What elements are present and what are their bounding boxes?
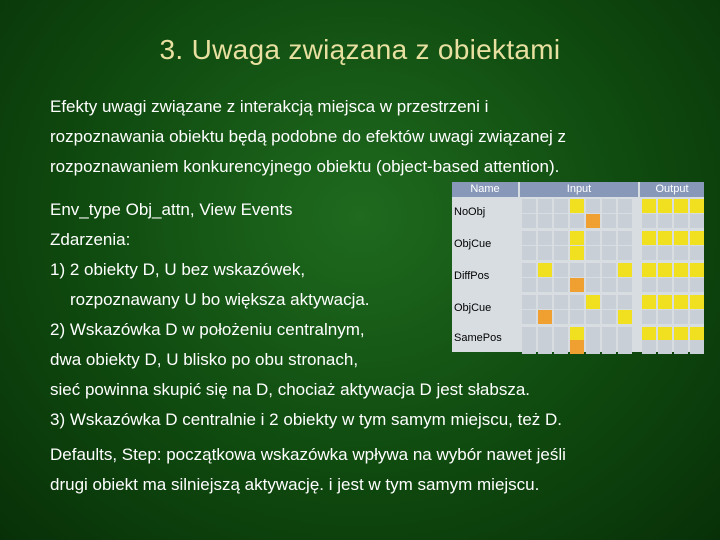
output-cell [642,214,656,228]
grid-cell [586,214,600,228]
output-cell [658,327,672,341]
output-cell [642,310,656,324]
header-input: Input [520,182,638,197]
grid-cell [602,263,616,277]
grid-cell [554,340,568,354]
paragraph-intro [50,92,566,182]
slide-title: 3. Uwaga związana z obiektami [159,34,561,65]
grid-cell [554,199,568,213]
grid-cell [618,340,632,354]
output-cell [690,231,704,245]
grid-cell [618,327,632,341]
grid-cell [538,231,552,245]
text-line: rozpoznawany U bo większa aktywacja. [70,290,370,309]
grid-cell [602,310,616,324]
output-cell [674,278,688,292]
output-cell [658,278,672,292]
output-cell [642,278,656,292]
text-line: rozpoznawaniem konkurencyjnego obiektu (object-based attention). [50,157,560,176]
grid-cell [570,246,584,260]
output-cell [642,199,656,213]
grid-cell [602,295,616,309]
grid-cell [538,327,552,341]
grid-cell [586,327,600,341]
grid-cell [618,278,632,292]
grid-cell [602,327,616,341]
output-cell [674,199,688,213]
text-line: 2) Wskazówka D w położeniu centralnym, [50,320,365,339]
grid-cell [522,199,536,213]
grid-cell [586,263,600,277]
grid-cell [554,278,568,292]
grid-cell [522,327,536,341]
text-line: dwa obiekty D, U blisko po obu stronach, [50,350,359,369]
output-cell [690,263,704,277]
text-line: Efekty uwagi związane z interakcją miejsca w przestrzeni i [50,97,489,116]
output-cell [658,231,672,245]
grid-cell [570,214,584,228]
output-cell [642,246,656,260]
row-label: NoObj [454,206,486,218]
paragraph-defaults [50,440,566,500]
output-cell [690,340,704,354]
grid-cell [570,340,584,354]
grid-cell [618,199,632,213]
grid-cell [554,246,568,260]
output-cell [658,246,672,260]
output-cell [642,231,656,245]
output-cell [674,327,688,341]
output-cell [642,327,656,341]
grid-cell [522,310,536,324]
grid-cell [570,310,584,324]
output-cell [690,214,704,228]
output-cell [658,295,672,309]
grid-cell [554,263,568,277]
row-label: DiffPos [454,270,490,282]
grid-cell [570,263,584,277]
grid-cell [618,263,632,277]
row-label: ObjCue [454,302,492,314]
grid-cell [522,214,536,228]
text-line: drugi obiekt ma silniejszą aktywację. i jest w tym samym miejscu. [50,475,540,494]
grid-cell [618,295,632,309]
grid-cell [522,278,536,292]
output-cell [674,246,688,260]
output-cell [674,231,688,245]
grid-cell [522,340,536,354]
text-line: Env_type Obj_attn, View Events [50,200,293,219]
grid-cell [538,310,552,324]
grid-cell [586,295,600,309]
grid-cell [602,246,616,260]
grid-cell [618,246,632,260]
grid-cell [618,231,632,245]
grid-cell [554,310,568,324]
grid-cell [522,295,536,309]
grid-cell [538,199,552,213]
output-cell [674,263,688,277]
grid-cell [586,199,600,213]
grid-cell [538,246,552,260]
grid-cell [586,340,600,354]
text-line: sieć powinna skupić się na D, chociaż aktywacja D jest słabsza. [50,380,530,399]
events-grid-figure [452,182,704,352]
grid-cell [570,231,584,245]
grid-cell [570,295,584,309]
output-cell [658,214,672,228]
grid-cell [618,214,632,228]
grid-cell [538,214,552,228]
grid-cell [522,231,536,245]
text-line: Zdarzenia: [50,230,131,249]
grid-cell [602,340,616,354]
grid-cell [538,278,552,292]
grid-cell [602,214,616,228]
text-line: 1) 2 obiekty D, U bez wskazówek, [50,260,306,279]
grid-cell [602,278,616,292]
output-cell [642,340,656,354]
grid-cell [554,231,568,245]
output-cell [658,263,672,277]
header-name: Name [452,182,518,197]
output-cell [690,278,704,292]
grid-cell [586,310,600,324]
output-cell [674,340,688,354]
grid-cell [554,327,568,341]
output-cell [674,310,688,324]
output-cell [642,263,656,277]
grid-cell [586,231,600,245]
grid-cell [570,327,584,341]
output-cell [690,295,704,309]
output-cell [658,310,672,324]
text-line: rozpoznawania obiektu będą podobne do efektów uwagi związanej z [50,127,567,146]
grid-cell [602,199,616,213]
output-cell [642,295,656,309]
grid-cell [570,278,584,292]
output-cell [658,199,672,213]
row-label: SamePos [454,332,502,344]
row-label: ObjCue [454,238,492,250]
grid-cell [538,263,552,277]
output-cell [690,310,704,324]
grid-cell [618,310,632,324]
grid-cell [586,246,600,260]
grid-cell [538,295,552,309]
grid-cell [554,295,568,309]
grid-cell [554,214,568,228]
output-cell [690,199,704,213]
grid-cell [602,231,616,245]
grid-cell [538,340,552,354]
output-cell [690,246,704,260]
grid-cell [570,199,584,213]
header-output: Output [640,182,704,197]
grid-cell [522,246,536,260]
output-cell [674,214,688,228]
output-cell [658,340,672,354]
output-cell [674,295,688,309]
text-line: 3) Wskazówka D centralnie i 2 obiekty w tym samym miejscu, też D. [50,410,563,429]
grid-cell [586,278,600,292]
output-cell [690,327,704,341]
grid-cell [522,263,536,277]
text-line: Defaults, Step: początkowa wskazówka wpływa na wybór nawet jeśli [50,445,566,464]
